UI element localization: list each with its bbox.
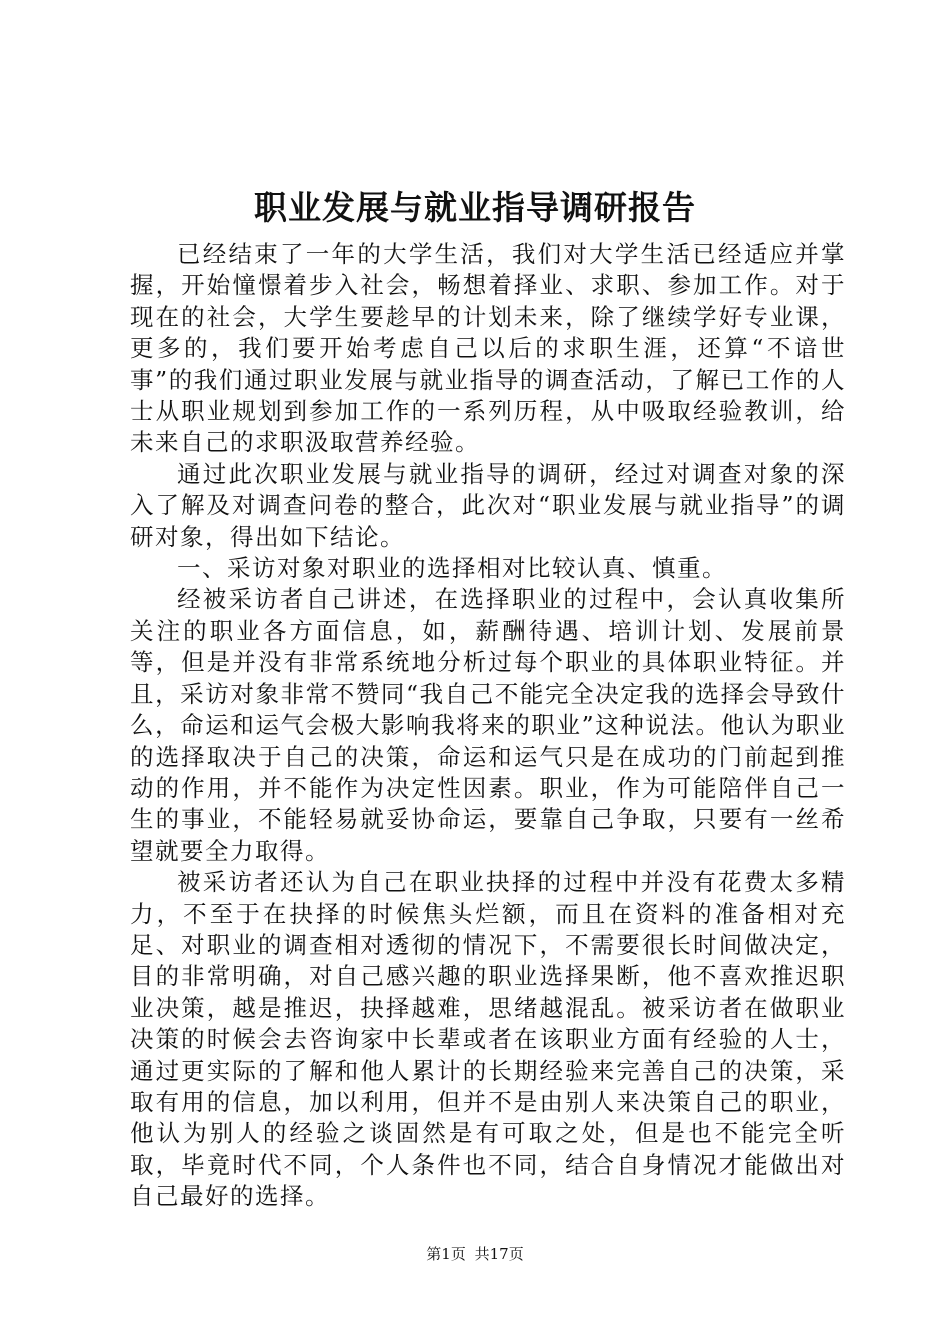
paragraph-selection: 经被采访者自己讲述，在选择职业的过程中，会认真收集所关注的职业各方面信息，如，薪酬待遇、培训计划、发展前景等，但是并没有非常系统地分析过每个职业的具体职业特征。并且，采访对象非常不赞同“我自己不能完全决定我的选择会导致什么，命运和运气会极大影响我将来的职业”这种说法。他认为职业的选择取决于自己的决策，命运和运气只是在成功的门前起到推动的作用，并不能作为决定性因素。职业，作为可能陪伴自己一生的事业，不能轻易就妥协命运，要靠自己争取，只要有一丝希望就要全力取得。 — [130, 585, 846, 865]
document-title: 职业发展与就业指导调研报告 — [254, 188, 696, 227]
paragraph-decision: 被采访者还认为自己在职业抉择的过程中并没有花费太多精力，不至于在抉择的时候焦头烂额，而且在资料的准备相对充足、对职业的调查相对透彻的情况下，不需要很长时间做决定，目的非常明确，对自己感兴趣的职业选择果断，他不喜欢推迟职业决策，越是推迟，抉择越难，思绪越混乱。被采访者在做职业决策的时候会去咨询家中长辈或者在该职业方面有经验的人士，通过更实际的了解和他人累计的长期经验来完善自己的决策，采取有用的信息，加以利用，但并不是由别人来决策自己的职业，他认为别人的经验之谈固然是有可取之处，但是也不能完全听取，毕竟时代不同，个人条件也不同，结合自身情况才能做出对自己最好的选择。 — [130, 868, 846, 1211]
paragraph-summary: 通过此次职业发展与就业指导的调研，经过对调查对象的深入了解及对调查问卷的整合，此次对“职业发展与就业指导”的调研对象，得出如下结论。 — [130, 459, 846, 551]
document-body — [130, 239, 846, 1213]
section-heading-1: 一、采访对象对职业的选择相对比较认真、慎重。 — [177, 554, 727, 583]
paragraph-intro: 已经结束了一年的大学生活，我们对大学生活已经适应并掌握，开始憧憬着步入社会，畅想着择业、求职、参加工作。对于现在的社会，大学生要趁早的计划未来，除了继续学好专业课，更多的，我们要开始考虑自己以后的求职生涯，还算“不谙世事”的我们通过职业发展与就业指导的调查活动，了解已工作的人士从职业规划到参加工作的一系列历程，从中吸取经验教训，给未来自己的求职汲取营养经验。 — [130, 240, 846, 457]
page-number-footer: 第1页 共17页 — [426, 1245, 524, 1263]
